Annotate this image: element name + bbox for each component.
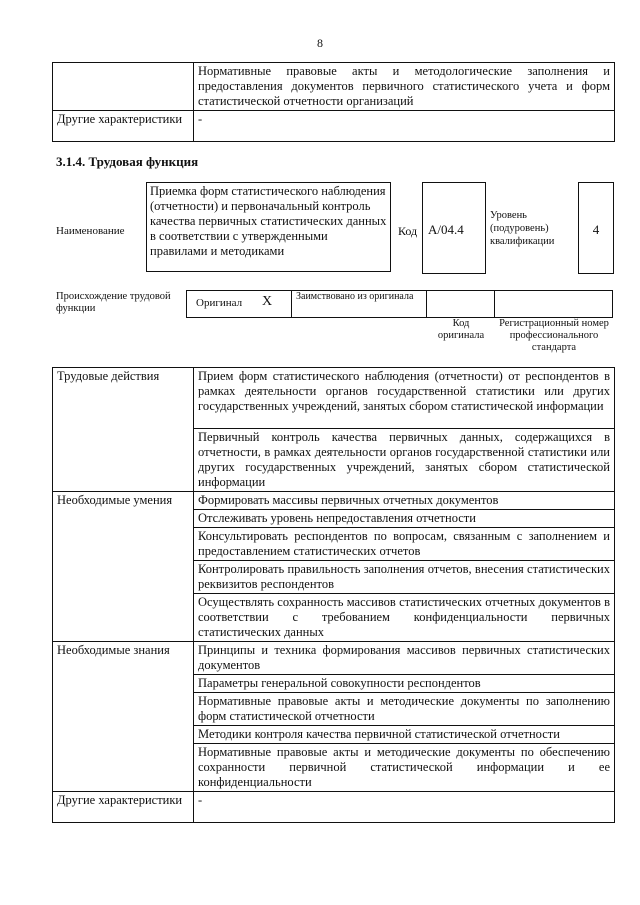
top-table-other-value: - [194,111,615,142]
other-label: Другие характеристики [53,792,194,823]
code-label: Код [398,224,418,238]
top-table-regulations: Нормативные правовые акты и методологические заполнения и предоставления документов первичного статистического учета и форм статистической отчетности организаций [194,63,615,111]
skill-item: Консультировать респондентов по вопросам, связанным с заполнением и предоставлением статистических отчетов [194,528,615,561]
action-item: Первичный контроль качества первичных данных, содержащихся в отчетности, в рамках деятельности органов государственной статистики или других государственных учреждений, занятых сбором статистической информации [194,429,615,492]
knowledge-item: Нормативные правовые акты и методические документы по заполнению форм статистической отчетности [194,693,615,726]
other-value: - [194,792,615,823]
level-label: Уровень (подуровень) квалификации [490,210,555,247]
knowledge-item: Нормативные правовые акты и методические документы по обеспечению сохранности первичной статистической информации и ее конфиденциальности [194,744,615,792]
origin-label: Происхождение трудовой функции [56,291,171,314]
actions-label: Трудовые действия [53,368,194,492]
function-name: Приемка форм статистического наблюдения (отчетности) и первоначальный контроль качества первичных статистических данных в соответствии с утвержденными правилами и методиками [146,182,391,272]
skill-item: Отслеживать уровень непредоставления отчетности [194,510,615,528]
knowledge-item: Параметры генеральной совокупности респондентов [194,675,615,693]
knowledge-label: Необходимые знания [53,642,194,792]
main-table [52,367,615,823]
skill-item: Контролировать правильность заполнения отчетов, внесения статистических реквизитов респондентов [194,561,615,594]
knowledge-item: Методики контроля качества первичной статистической отчетности [194,726,615,744]
top-table-other-label: Другие характеристики [53,111,194,142]
action-item: Прием форм статистического наблюдения (отчетности) от респондентов в рамках деятельности органов государственной статистики или других государственных учреждений, занятых сбором статистической информации [194,368,615,429]
code-value: A/04.4 [428,222,464,237]
original-label: Оригинал [196,297,243,309]
level-value: 4 [592,222,600,237]
knowledge-item: Принципы и техника формирования массивов первичных статистических документов [194,642,615,675]
original-mark: X [262,294,273,309]
skills-label: Необходимые умения [53,492,194,642]
skill-item: Формировать массивы первичных отчетных документов [194,492,615,510]
code-original-caption: Код оригинала [437,318,485,341]
section-title: 3.1.4. Трудовая функция [56,154,199,169]
name-label: Наименование [56,225,125,237]
borrowed-label: Заимствовано из оригинала [296,291,414,302]
page-number: 8 [317,36,323,50]
skill-item: Осуществлять сохранность массивов статистических отчетных документов в соответствии с требованием конфиденциальности первичных статистических данных [194,594,615,642]
top-table [52,62,615,142]
reg-number-caption: Регистрационный номер профессионального стандарта [499,318,609,353]
